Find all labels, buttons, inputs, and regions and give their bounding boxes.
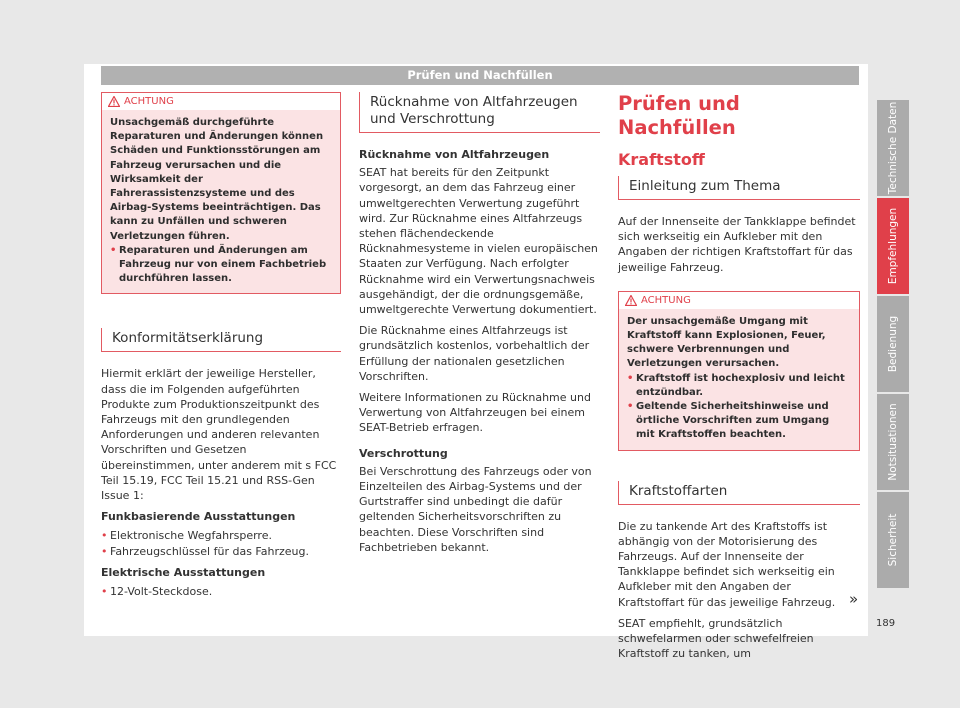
- section-title-ruecknahme: Rücknahme von Altfahrzeugen und Verschrottung: [359, 92, 600, 133]
- tab-label: Technische Daten: [887, 101, 899, 195]
- konformitaet-body: [101, 366, 341, 599]
- section-title-konformitaet: Konformitätserklärung: [101, 328, 341, 352]
- chapter-title: Kraftstoff: [618, 150, 705, 169]
- sub-heading: Rücknahme von Altfahrzeugen: [359, 148, 550, 161]
- tab-empfehlungen[interactable]: [877, 198, 909, 294]
- paragraph: Auf der Innenseite der Tankklappe befindet sich werkseitig ein Aufkleber mit den Angaben der richtigen Kraftstoffart für das jeweilige Fahrzeug.: [618, 215, 856, 274]
- warning-label: ACHTUNG: [641, 294, 691, 306]
- section-title-kraftstoffarten: Kraftstoffarten: [618, 481, 860, 505]
- warning-bullet: • Reparaturen und Änderungen am Fahrzeug nur von einem Fachbetrieb durchführen lassen.: [110, 244, 332, 287]
- paragraph: Die zu tankende Art des Kraftstoffs ist abhängig von der Motorisierung des Fahrzeugs. Auf der Innenseite der Tankklappe befindet sich werkseitig ein Aufkleber mit den Angaben der Kraftstoffart für das jeweilige Fahrzeug.: [618, 519, 836, 609]
- paragraph: Weitere Informationen zu Rücknahme und Verwertung von Altfahrzeugen bei einem SEAT-Betrieb erfragen.: [359, 391, 591, 435]
- warning-box: [101, 92, 341, 294]
- paragraph: SEAT empfiehlt, grundsätzlich schwefelarmen oder schwefelfreien Kraftstoff zu tanken, um: [618, 616, 814, 661]
- list-item: • Fahrzeugschlüssel für das Fahrzeug.: [101, 544, 341, 559]
- list-item: • Elektronische Wegfahrsperre.: [101, 528, 341, 543]
- continued-arrow-icon: »: [849, 590, 859, 608]
- warning-body: [619, 309, 859, 450]
- warning-box: [618, 291, 860, 451]
- ruecknahme-body: [359, 147, 600, 555]
- einleitung-body: [618, 214, 860, 275]
- warning-body: [102, 110, 340, 293]
- list-item: • 12-Volt-Steckdose.: [101, 584, 341, 599]
- tab-label: Notsituationen: [887, 403, 899, 481]
- tab-sicherheit[interactable]: [877, 492, 909, 588]
- page-number: 189: [876, 618, 896, 629]
- kraftstoffarten-body: [618, 519, 860, 662]
- sub-heading: Verschrottung: [359, 446, 448, 460]
- group2-title: Elektrische Ausstattungen: [101, 565, 266, 579]
- tab-technische-daten[interactable]: [877, 100, 909, 196]
- page-header: Prüfen und Nachfüllen: [101, 66, 859, 85]
- paragraph: Die Rücknahme eines Altfahrzeugs ist grundsätzlich kostenlos, vorbehaltlich der Erfüllung der nationalen gesetzlichen Vorschriften.: [359, 324, 590, 383]
- column-right: [618, 92, 860, 667]
- side-tabs: [877, 100, 909, 590]
- warning-label: ACHTUNG: [124, 96, 174, 107]
- paragraph: Bei Verschrottung des Fahrzeugs oder von Einzelteilen des Airbag-Systems und der Gurtstraffer sind unbedingt die dafür geltenden Sicherheitsvorschriften zu beachten. Diese Vorschriften sind Fachbetrieben bekannt.: [359, 464, 592, 554]
- section-title-einleitung: Einleitung zum Thema: [618, 176, 860, 200]
- column-left: [101, 92, 341, 599]
- warning-bullet: • Geltende Sicherheitshinweise und örtliche Vorschriften zum Umgang mit Kraftstoffen beachten.: [627, 400, 851, 443]
- warning-bullet: • Kraftstoff ist hochexplosiv und leicht entzündbar.: [627, 372, 851, 400]
- warning-header: [102, 93, 340, 110]
- warning-triangle-icon: [625, 295, 637, 306]
- tab-label: Sicherheit: [887, 513, 899, 567]
- warning-text: Der unsachgemäße Umgang mit Kraftstoff kann Explosionen, Feuer, schwere Verbrennungen und Verletzungen verursachen.: [627, 315, 826, 370]
- paragraph: SEAT hat bereits für den Zeitpunkt vorgesorgt, an dem das Fahrzeug einer umweltgerechten Verwertung zugeführt wird. Zur Rücknahme eines Altfahrzeugs stehen flächendeckende Rücknahmesysteme in vielen europäischen Staaten zur Verfügung. Nach erfolgter Rücknahme wird ein Verwertungsnachweis ausgehändigt, der die ordnungsgemäße, umweltgerechte Verwertung dokumentiert.: [359, 166, 598, 317]
- tab-bedienung[interactable]: [877, 296, 909, 392]
- group1-title: Funkbasierende Ausstattungen: [101, 510, 296, 524]
- warning-triangle-icon: [108, 96, 120, 107]
- warning-header: [619, 292, 859, 309]
- warning-text: Unsachgemäß durchgeführte Reparaturen und Änderungen können Schäden und Funktionsstörungen am Fahrzeug verursachen und die Wirksamkeit der Fahrerassistenzsysteme und des Airbag-Systems beeinträchtigen. Das kann zu Unfällen und schweren Verletzungen führen.: [110, 117, 324, 242]
- konformitaet-intro: Hiermit erklärt der jeweilige Hersteller, dass die im Folgenden aufgeführten Produkte zum Produktionszeitpunkt des Fahrzeugs mit den grundlegenden Anforderungen und anderen relevanten Vorschriften und Gesetzen übereinstimmen, unter anderem mit s FCC Teil 15.19, FCC Teil 15.21 und RSS-Gen Issue 1:: [101, 367, 337, 503]
- column-middle: [359, 92, 600, 561]
- tab-label: Bedienung: [887, 315, 899, 373]
- tab-notsituationen[interactable]: [877, 394, 909, 490]
- page-title: Prüfen und Nachfüllen: [618, 92, 740, 139]
- tab-label: Empfehlungen: [887, 207, 899, 285]
